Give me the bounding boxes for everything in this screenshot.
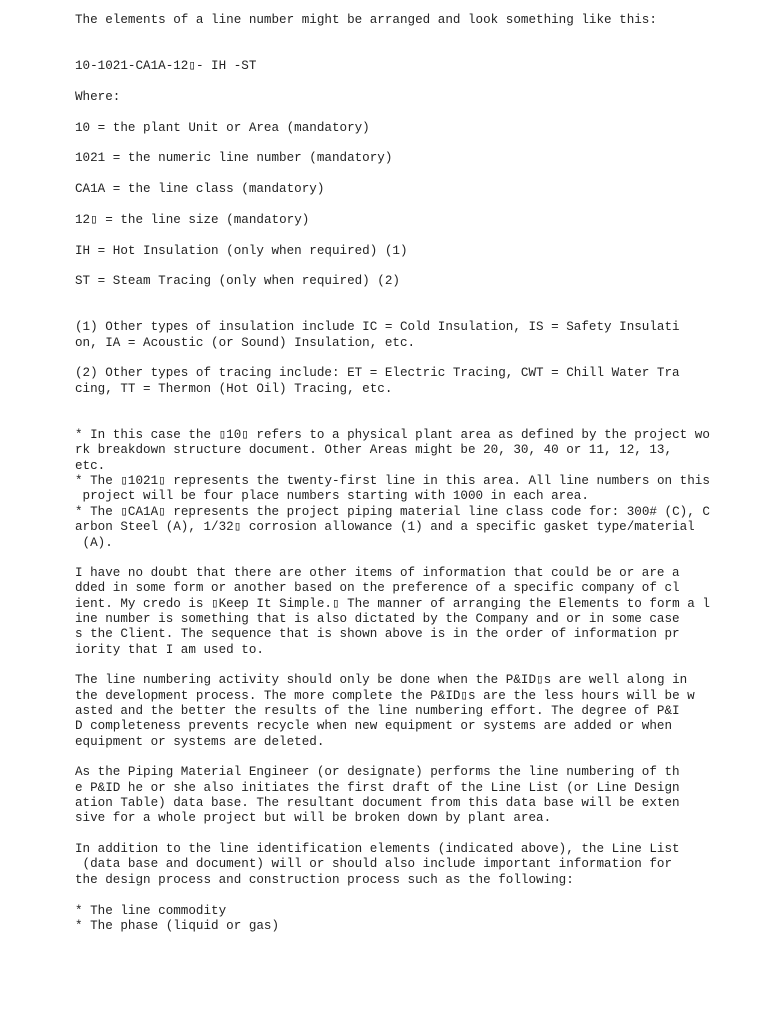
text-line: (A). [75, 536, 113, 550]
text-line: 12▯ = the line size (mandatory) [75, 213, 310, 227]
text-line: dded in some form or another based on the preference of a specific company of cl [75, 581, 680, 595]
text-line: As the Piping Material Engineer (or designate) performs the line numbering of th [75, 765, 680, 779]
text-line: arbon Steel (A), 1/32▯ corrosion allowance (1) and a specific gasket type/material [75, 520, 695, 534]
text-line: iority that I am used to. [75, 643, 264, 657]
text-line: (data base and document) will or should also include important information for [75, 857, 673, 871]
text-line: rk breakdown structure document. Other Areas might be 20, 30, 40 or 11, 12, 13, [75, 443, 673, 457]
text-line: 10-1021-CA1A-12▯- IH -ST [75, 59, 257, 73]
text-line: * The ▯CA1A▯ represents the project piping material line class code for: 300# (C), C [75, 505, 710, 519]
text-line: In addition to the line identification elements (indicated above), the Line List [75, 842, 680, 856]
text-line: * The ▯1021▯ represents the twenty-first line in this area. All line numbers on this [75, 474, 710, 488]
text-line: ine number is something that is also dictated by the Company and or in some case [75, 612, 680, 626]
text-line: The elements of a line number might be arranged and look something like this: [75, 13, 657, 27]
text-line: sive for a whole project but will be broken down by plant area. [75, 811, 552, 825]
text-line: project will be four place numbers starting with 1000 in each area. [75, 489, 589, 503]
text-line: the design process and construction process such as the following: [75, 873, 574, 887]
text-line: ST = Steam Tracing (only when required) (2) [75, 274, 400, 288]
text-line: (1) Other types of insulation include IC = Cold Insulation, IS = Safety Insulati [75, 320, 680, 334]
text-line: 1021 = the numeric line number (mandatory) [75, 151, 393, 165]
text-line: etc. [75, 459, 106, 473]
text-line: (2) Other types of tracing include: ET = Electric Tracing, CWT = Chill Water Tra [75, 366, 680, 380]
text-line: * The phase (liquid or gas) [75, 919, 280, 933]
text-line: 10 = the plant Unit or Area (mandatory) [75, 121, 370, 135]
text-line: * The line commodity [75, 904, 227, 918]
text-line: * In this case the ▯10▯ refers to a physical plant area as defined by the project wo [75, 428, 710, 442]
text-line: e P&ID he or she also initiates the first draft of the Line List (or Line Design [75, 781, 680, 795]
text-line: The line numbering activity should only be done when the P&ID▯s are well along in [75, 673, 688, 687]
text-line: s the Client. The sequence that is shown above is in the order of information pr [75, 627, 680, 641]
text-line: I have no doubt that there are other items of information that could be or are a [75, 566, 680, 580]
text-line: equipment or systems are deleted. [75, 735, 325, 749]
text-line: the development process. The more complete the P&ID▯s are the less hours will be w [75, 689, 695, 703]
text-line: ient. My credo is ▯Keep It Simple.▯ The manner of arranging the Elements to form a l [75, 597, 710, 611]
text-line: cing, TT = Thermon (Hot Oil) Tracing, etc. [75, 382, 393, 396]
text-line: asted and the better the results of the line numbering effort. The degree of P&I [75, 704, 680, 718]
text-line: D completeness prevents recycle when new equipment or systems are added or when [75, 719, 673, 733]
text-line: CA1A = the line class (mandatory) [75, 182, 325, 196]
text-line: ation Table) data base. The resultant document from this data base will be exten [75, 796, 680, 810]
text-line: on, IA = Acoustic (or Sound) Insulation, etc. [75, 336, 416, 350]
text-line: IH = Hot Insulation (only when required) (1) [75, 244, 408, 258]
text-line: Where: [75, 90, 121, 104]
